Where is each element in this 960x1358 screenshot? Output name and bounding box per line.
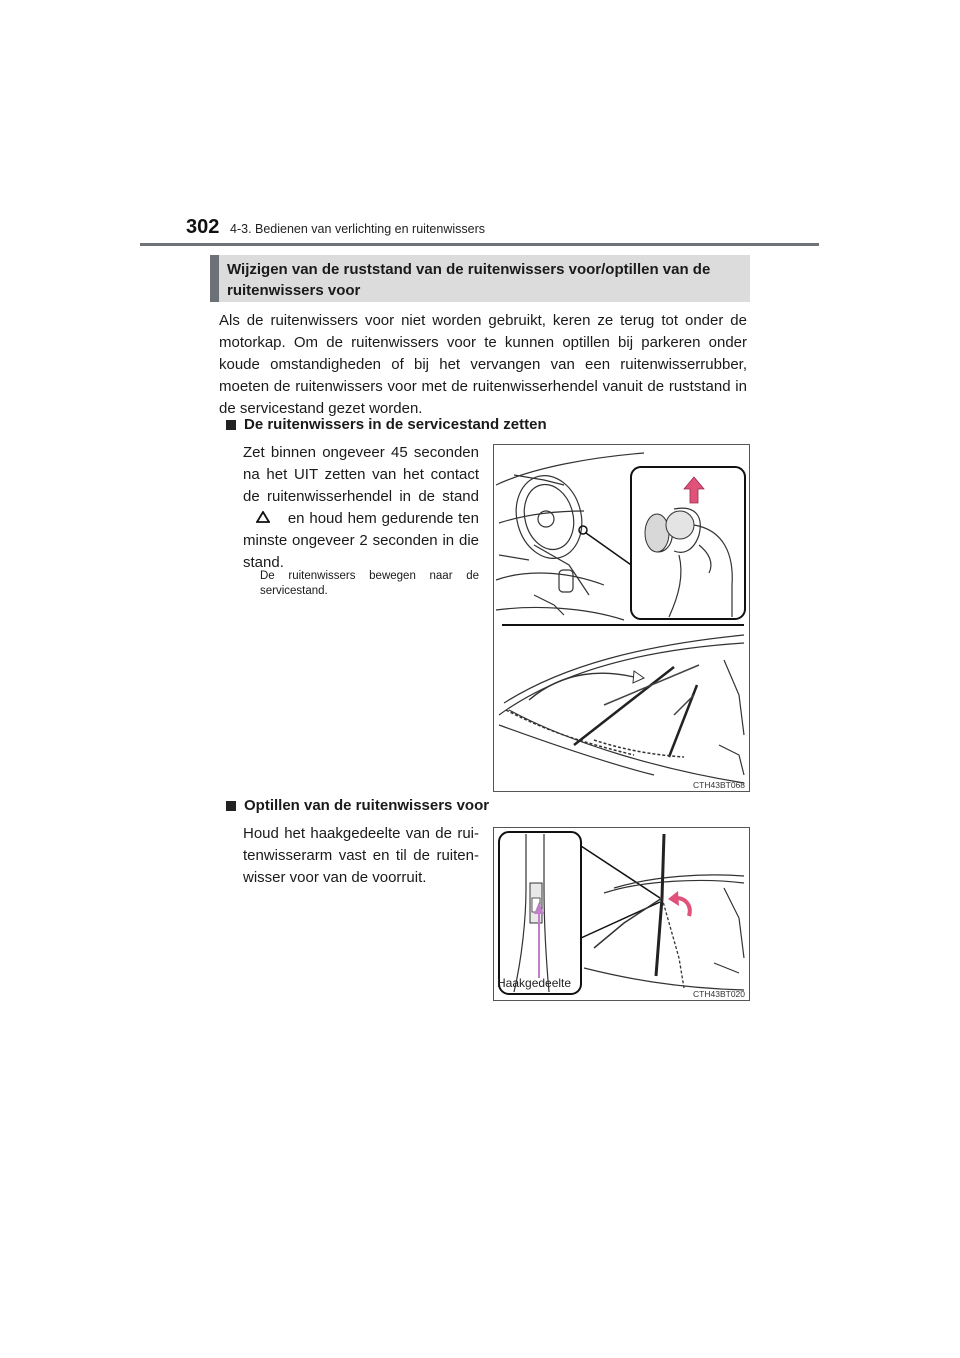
result-note: De ruitenwissers bewegen naar de servicestand. [260,570,479,597]
instruction-part-1: Zet binnen ongeveer 45 seconden na het UIT zetten van het contact de ruitenwisserhendel in de stand [243,444,479,505]
header-rule [140,243,819,246]
mist-position-icon [243,508,283,530]
figure-code: CTH43BT020 [693,989,745,999]
instruction-lift-wipers: Houd het haakgedeelte van de rui-tenwisserarm vast en til de ruiten-wisser voor van de voorruit. [243,825,479,886]
figure-wiper-service-position [493,444,750,792]
subheading-text: De ruitenwissers in de servicestand zetten [244,416,547,433]
wiper-sweep-arrow-icon [529,673,634,700]
page-number: 302 [186,216,220,238]
figure-code: CTH43BT068 [693,780,745,790]
section-reference: 4-3. Bedienen van verlichting en ruitenwissers [230,222,485,236]
subheading-lift-wipers [226,797,489,814]
bullet-square-icon [226,801,236,811]
subheading-service-position [226,416,547,433]
callout-hook-part: Haakgedeelte [497,976,572,990]
bullet-square-icon [226,420,236,430]
instruction-service-position [243,442,479,574]
section-title: Wijzigen van de ruststand van de ruitenwissers voor/optillen van de ruitenwissers voor [210,255,750,302]
instruction-part-2: en houd hem gedurende ten minste ongeveer 2 seconden in die stand. [243,510,479,571]
figure-lift-wipers [493,827,750,1001]
intro-paragraph: Als de ruitenwissers voor niet worden gebruikt, keren ze terug tot onder de motorkap. Om de ruitenwissers voor te kunnen optillen bij parkeren onder koude omstandigheden of bij het vervangen van een ruitenwisserrubber, moeten de ruitenwissers voor met de ruitenwisserhendel vanuit de ruststand in de servicestand gezet worden. [219,312,747,417]
subheading-text: Optillen van de ruitenwissers voor [244,797,490,814]
